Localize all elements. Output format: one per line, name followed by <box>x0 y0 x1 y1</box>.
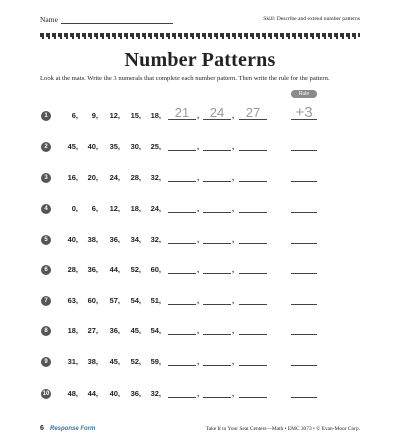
problem-number: 5 <box>41 235 51 245</box>
pattern-row <box>0 170 400 186</box>
pattern-value: 38, <box>87 357 98 366</box>
comma: , <box>232 326 235 335</box>
rule-blank[interactable] <box>291 181 317 182</box>
answer-blank[interactable] <box>203 212 231 213</box>
comma: , <box>232 111 235 120</box>
comma: , <box>197 235 200 244</box>
pattern-value: 25, <box>150 142 161 151</box>
pattern-value: 24, <box>150 204 161 213</box>
rule-blank[interactable] <box>291 334 317 335</box>
pattern-value: 35, <box>109 142 120 151</box>
pattern-value: 9, <box>91 111 98 120</box>
comma: , <box>232 235 235 244</box>
skill-text: Skill: Describe and extend number patterns <box>263 16 360 22</box>
pattern-row <box>0 293 400 309</box>
comma: , <box>232 142 235 151</box>
pattern-value: 30, <box>130 142 141 151</box>
comma: , <box>197 357 200 366</box>
answer-blank[interactable] <box>239 397 267 398</box>
pattern-value: 63, <box>67 296 78 305</box>
comma: , <box>232 173 235 182</box>
pattern-row <box>0 201 400 217</box>
form-label: Response Form <box>50 426 96 432</box>
rule-blank[interactable] <box>291 150 317 151</box>
pattern-row <box>0 354 400 370</box>
problem-number: 8 <box>41 326 51 336</box>
problem-number: 2 <box>41 142 51 152</box>
pattern-value: 36, <box>87 265 98 274</box>
answer-blank[interactable] <box>203 397 231 398</box>
pattern-value: 28, <box>130 173 141 182</box>
pattern-value: 51, <box>150 296 161 305</box>
rule-blank[interactable] <box>291 273 317 274</box>
pattern-row <box>0 139 400 155</box>
rule-blank[interactable] <box>291 365 317 366</box>
answer-blank[interactable] <box>239 181 267 182</box>
comma: , <box>232 389 235 398</box>
pattern-row <box>0 262 400 278</box>
answer-blank[interactable] <box>168 181 196 182</box>
answer-blank[interactable] <box>168 334 196 335</box>
answer-blank[interactable] <box>239 304 267 305</box>
pattern-value: 38, <box>87 235 98 244</box>
answer-blank[interactable] <box>168 212 196 213</box>
answer-value: 21 <box>174 105 190 120</box>
pattern-value: 6, <box>91 204 98 213</box>
rule-header: Rule <box>291 90 317 98</box>
answer-blank[interactable] <box>239 334 267 335</box>
answer-blank[interactable] <box>203 181 231 182</box>
answer-blank[interactable] <box>203 150 231 151</box>
pattern-value: 24, <box>109 173 120 182</box>
pattern-value: 31, <box>67 357 78 366</box>
pattern-value: 40, <box>109 389 120 398</box>
comma: , <box>232 204 235 213</box>
comma: , <box>197 111 200 120</box>
pattern-value: 32, <box>150 173 161 182</box>
pattern-value: 44, <box>109 265 120 274</box>
pattern-value: 18, <box>130 204 141 213</box>
answer-blank[interactable] <box>168 243 196 244</box>
pattern-value: 36, <box>130 389 141 398</box>
answer-blank[interactable] <box>239 243 267 244</box>
answer-blank[interactable] <box>168 273 196 274</box>
pattern-value: 54, <box>150 326 161 335</box>
name-label: Name <box>40 15 58 24</box>
pattern-value: 27, <box>87 326 98 335</box>
comma: , <box>197 204 200 213</box>
pattern-value: 57, <box>109 296 120 305</box>
pattern-row <box>0 104 400 124</box>
answer-blank[interactable] <box>203 365 231 366</box>
credit-line: Take It to Your Seat Centers—Math • EMC 3073 • © Evan-Moor Corp. <box>205 426 360 432</box>
answer-blank[interactable] <box>168 365 196 366</box>
pattern-value: 40, <box>87 142 98 151</box>
pattern-value: 45, <box>67 142 78 151</box>
pattern-value: 15, <box>130 111 141 120</box>
pattern-value: 60, <box>87 296 98 305</box>
page-title: Number Patterns <box>124 49 276 71</box>
answer-blank[interactable] <box>203 273 231 274</box>
pattern-value: 60, <box>150 265 161 274</box>
pattern-value: 34, <box>130 235 141 244</box>
pattern-value: 52, <box>130 357 141 366</box>
answer-value: 24 <box>209 105 225 120</box>
pattern-value: 44, <box>87 389 98 398</box>
pattern-value: 16, <box>67 173 78 182</box>
pattern-value: 6, <box>71 111 78 120</box>
rule-blank[interactable] <box>291 243 317 244</box>
pattern-value: 45, <box>109 357 120 366</box>
problem-number: 6 <box>41 265 51 275</box>
answer-blank[interactable] <box>203 243 231 244</box>
pattern-value: 32, <box>150 389 161 398</box>
pattern-value: 18, <box>67 326 78 335</box>
answer-blank[interactable] <box>239 273 267 274</box>
answer-blank[interactable] <box>239 212 267 213</box>
comma: , <box>197 173 200 182</box>
rule-blank[interactable] <box>291 212 317 213</box>
pattern-value: 32, <box>150 235 161 244</box>
pattern-row <box>0 232 400 248</box>
problem-number: 1 <box>41 111 51 121</box>
comma: , <box>197 296 200 305</box>
comma: , <box>197 142 200 151</box>
comma: , <box>197 265 200 274</box>
pattern-value: 12, <box>109 204 120 213</box>
pattern-value: 36, <box>109 235 120 244</box>
answer-blank[interactable] <box>168 397 196 398</box>
rule-value: +3 <box>295 104 313 121</box>
answer-value: 27 <box>245 105 261 120</box>
pattern-value: 18, <box>150 111 161 120</box>
answer-blank[interactable] <box>239 150 267 151</box>
pattern-value: 20, <box>87 173 98 182</box>
page-number: 6 <box>40 425 44 432</box>
pattern-value: 36, <box>109 326 120 335</box>
problem-number: 9 <box>41 357 51 367</box>
pattern-value: 40, <box>67 235 78 244</box>
answer-blank[interactable] <box>168 150 196 151</box>
pattern-value: 12, <box>109 111 120 120</box>
name-line[interactable] <box>61 16 173 24</box>
comma: , <box>232 296 235 305</box>
pattern-value: 48, <box>67 389 78 398</box>
pattern-value: 45, <box>130 326 141 335</box>
comma: , <box>197 326 200 335</box>
problem-number: 10 <box>42 391 50 397</box>
rule-blank[interactable] <box>291 397 317 398</box>
comma: , <box>197 389 200 398</box>
pattern-row <box>0 323 400 339</box>
instructions: Look at the mats. Write the 3 numerals that complete each number pattern. Then write the rule for the pattern. <box>40 75 330 82</box>
pattern-value: 52, <box>130 265 141 274</box>
name-field[interactable] <box>40 15 173 24</box>
page-footer <box>40 425 360 435</box>
comma: , <box>232 265 235 274</box>
answer-blank[interactable] <box>239 365 267 366</box>
answer-blank[interactable] <box>203 304 231 305</box>
pattern-value: 59, <box>150 357 161 366</box>
pattern-value: 0, <box>71 204 78 213</box>
pattern-row <box>0 386 400 402</box>
pattern-value: 54, <box>130 296 141 305</box>
answer-blank[interactable] <box>168 304 196 305</box>
answer-blank[interactable] <box>203 334 231 335</box>
problem-number: 7 <box>41 296 51 306</box>
comma: , <box>232 357 235 366</box>
pattern-value: 28, <box>67 265 78 274</box>
problem-number: 4 <box>41 204 51 214</box>
rule-blank[interactable] <box>291 304 317 305</box>
problem-number: 3 <box>41 173 51 183</box>
page-header <box>40 12 360 26</box>
dashed-border-lower <box>40 37 360 39</box>
